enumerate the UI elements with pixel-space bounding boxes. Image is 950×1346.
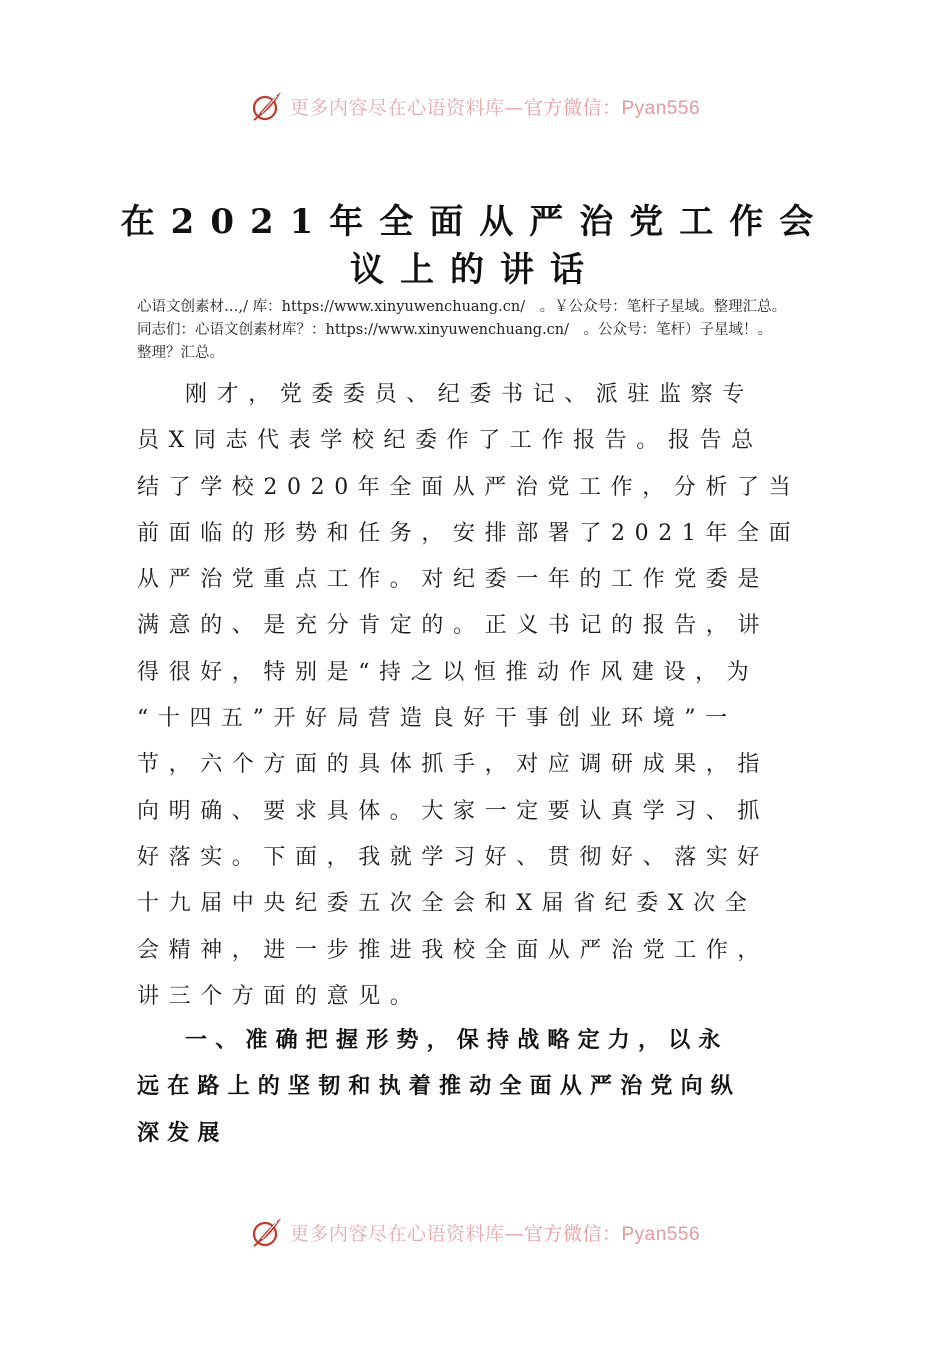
banner-content xyxy=(250,89,700,123)
banner-text xyxy=(290,1219,700,1246)
body-line: 员X同志代表学校纪委作了工作报告。报告总 xyxy=(137,428,763,454)
banner-wechat-label: 官方微信： xyxy=(523,96,622,119)
heading-line: 远在路上的坚韧和执着推动全面从严治党向纵 xyxy=(137,1074,742,1100)
section-heading-1 xyxy=(137,1018,827,1157)
banner-wechat-id: Pyan556 xyxy=(621,97,701,119)
body-line: 十九届中央纪委五次全会和X届省纪委X次全 xyxy=(137,891,757,917)
heading-line: 一、准确把握形势，保持战略定力，以永 xyxy=(185,1028,729,1053)
body-line: 从严治党重点工作。对纪委一年的工作党委是 xyxy=(137,567,770,593)
document-title xyxy=(100,198,850,294)
body-line: 前面临的形势和任务，安排部署了2021年全面 xyxy=(137,520,801,546)
banner-dash: — xyxy=(504,96,524,119)
banner-main-text: 更多内容尽在心语资料库 xyxy=(289,1222,505,1245)
source-note-line-2: 同志们：心语文创素材库？：https://www.xinyuwenchuang.cn/ 。公众号：笔杆）子星域！。 xyxy=(137,322,773,338)
footer-banner xyxy=(0,1212,950,1252)
body-line: 会精神，进一步推进我校全面从严治党工作， xyxy=(137,937,770,963)
body-line: 满意的、是充分肯定的。正义书记的报告，讲 xyxy=(137,613,770,639)
source-note-line-1: 心语文创素材…,/ 库：https://www.xinyuwenchuang.cn/ 。￥公众号：笔杆子星域。整理汇总。 xyxy=(137,299,787,315)
banner-content xyxy=(250,1215,700,1249)
banner-main-text: 更多内容尽在心语资料库 xyxy=(289,96,505,119)
banner-wechat-id: Pyan556 xyxy=(621,1223,701,1245)
body-line: 结了学校2020年全面从严治党工作，分析了当 xyxy=(137,474,801,500)
banner-dash: — xyxy=(504,1222,524,1245)
body-line: 讲三个方面的意见。 xyxy=(137,983,422,1009)
body-line: 节，六个方面的具体抓手，对应调研成果，指 xyxy=(137,752,770,778)
banner-text xyxy=(290,93,700,120)
body-line: 向明确、要求具体。大家一定要认真学习、抓 xyxy=(137,798,770,824)
body-line: “十四五”开好局营造良好干事创业环境”一 xyxy=(137,706,737,732)
source-note xyxy=(137,296,847,365)
body-line: 好落实。下面，我就学习好、贯彻好、落实好 xyxy=(137,844,770,870)
body-paragraph xyxy=(137,372,817,1020)
source-note-line-3: 整理？汇总。 xyxy=(137,345,224,361)
heading-line: 深发展 xyxy=(137,1120,228,1146)
banner-wechat-label: 官方微信： xyxy=(523,1222,622,1245)
title-line-1: 在2021年全面从严治党工作会 xyxy=(120,202,830,242)
quill-pen-logo-icon xyxy=(250,89,284,123)
quill-pen-logo-icon xyxy=(250,1215,284,1249)
body-line: 刚才，党委委员、纪委书记、派驻监察专 xyxy=(185,382,754,407)
body-line: 得很好，特别是“持之以恒推动作风建设，为 xyxy=(137,659,759,685)
title-line-2: 议上的讲话 xyxy=(350,250,600,290)
header-banner xyxy=(0,86,950,126)
